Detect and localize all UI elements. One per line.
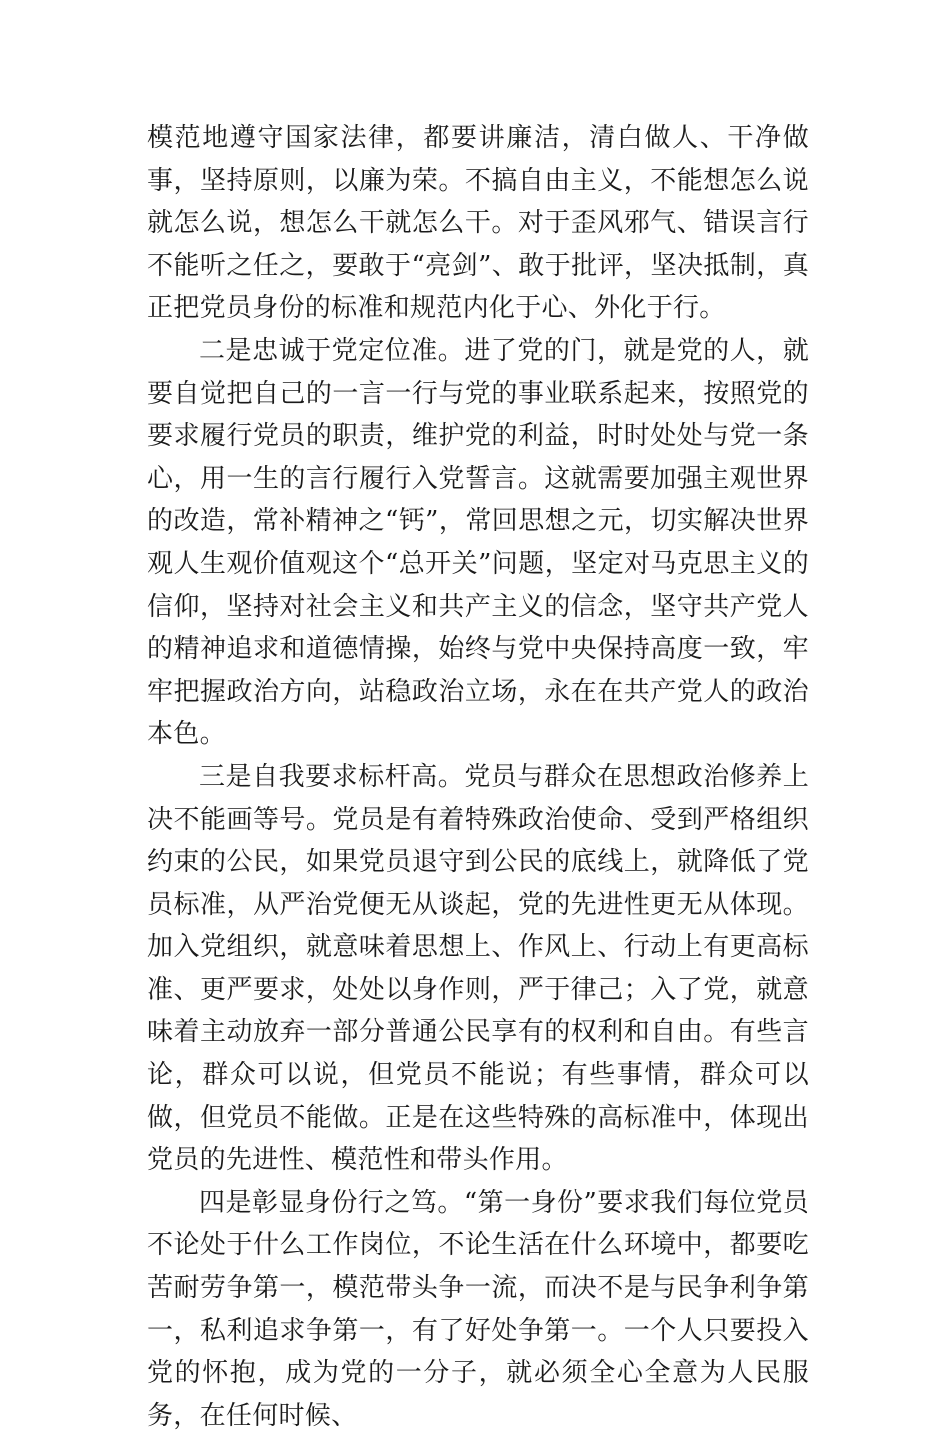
- paragraph-4: 四是彰显身份行之笃。“第一身份”要求我们每位党员不论处于什么工作岗位，不论生活在什么环境中，都要吃苦耐劳争第一，模范带头争一流，而决不是与民争利争第一，私利追求争第一，有了好处争第一。一个人只要投入党的怀抱，成为党的一分子，就必须全心全意为人民服务，在任何时候、: [147, 1187, 809, 1431]
- paragraph-3: 三是自我要求标杆高。党员与群众在思想政治修养上决不能画等号。党员是有着特殊政治使命、受到严格组织约束的公民，如果党员退守到公民的底线上，就降低了党员标准，从严治党便无从谈起，党的先进性更无从体现。加入党组织，就意味着思想上、作风上、行动上有更高标准、更严要求，处处以身作则，严于律己；入了党，就意味着主动放弃一部分普通公民享有的权利和自由。有些言论，群众可以说，但党员不能说；有些事情，群众可以做，但党员不能做。正是在这些特殊的高标准中，体现出党员的先进性、模范性和带头作用。: [147, 761, 809, 1176]
- paragraph-2: 二是忠诚于党定位准。进了党的门，就是党的人，就要自觉把自己的一言一行与党的事业联系起来，按照党的要求履行党员的职责，维护党的利益，时时处处与党一条心，用一生的言行履行入党誓言。这就需要加强主观世界的改造，常补精神之“钙”，常回思想之元，切实解决世界观人生观价值观这个“总开关”问题，坚定对马克思主义的信仰，坚持对社会主义和共产主义的信念，坚守共产党人的精神追求和道德情操，始终与党中央保持高度一致，牢牢把握政治方向，站稳政治立场，永在在共产党人的政治本色。: [147, 335, 809, 750]
- paragraph-1: 模范地遵守国家法律，都要讲廉洁，清白做人、干净做事，坚持原则，以廉为荣。不搞自由主义，不能想怎么说就怎么说，想怎么干就怎么干。对于歪风邪气、错误言行不能听之任之，要敢于“亮剑”、敢于批评，坚决抵制，真正把党员身份的标准和规范内化于心、外化于行。: [147, 123, 809, 324]
- document-body: [147, 117, 809, 1437]
